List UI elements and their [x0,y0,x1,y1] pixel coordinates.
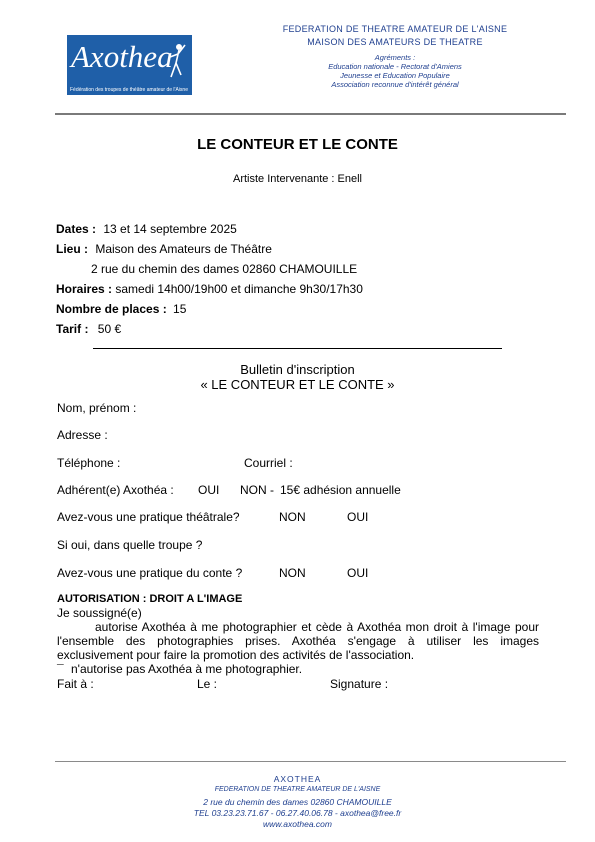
le-label: Le : [197,677,218,691]
lieu-value: Maison des Amateurs de Théâtre [95,242,272,256]
theatre-non: NON [279,510,306,524]
horaires-label: Horaires : [56,282,113,296]
header-rule [55,113,566,115]
telephone-field-label: Téléphone : [57,456,121,470]
dates-label: Dates : [56,222,97,236]
separator-line [93,348,502,349]
horaires-value: samedi 14h00/19h00 et dimanche 9h30/17h30 [115,282,363,296]
question-conte: Avez-vous une pratique du conte ? [57,566,243,580]
horaires-row [56,282,363,296]
agrement-1: Education nationale - Rectorat d'Amiens [328,62,462,71]
tarif-value: 50 € [97,322,122,336]
agrement-2: Jeunesse et Education Populaire [340,71,450,80]
dates-value: 13 et 14 septembre 2025 [103,222,237,236]
footer-address: 2 rue du chemin des dames 02860 CHAMOUILLE [203,797,392,807]
axothea-logo [67,35,192,95]
conte-oui: OUI [347,566,369,580]
lieu-row [56,242,272,256]
adherent-label: Adhérent(e) Axothéa : [57,483,174,497]
tarif-label: Tarif : [56,322,89,336]
footer-name: AXOTHEA [273,774,322,784]
logo-tagline: Fédération des troupes de théâtre amateur de l'Aisne [70,87,188,93]
footer-rule [55,761,566,762]
agrement-3: Association reconnue d'intérêt général [331,80,459,89]
refuse-row [57,662,302,676]
footer-line1: FEDERATION DE THEATRE AMATEUR DE L'AISNE [214,786,381,793]
refuse-mark: ¯ [57,662,64,676]
conte-non: NON [279,566,306,580]
autorisation-line1: Je soussigné(e) [57,606,142,620]
adresse-field-label: Adresse : [57,428,108,442]
page-title: LE CONTEUR ET LE CONTE [197,136,398,153]
places-value: 15 [173,302,187,316]
logo-text: Axothea [71,39,173,74]
places-row [56,302,186,316]
autorisation-paragraph: autorise Axothéa à me photographier et cède à Axothéa mon droit à l'image pour l'ensemble des photographies prises. Axothéa s'engage à utiliser les images exclusivement pour faire la promotion des activités de l'association. [57,620,539,662]
bulletin-title: Bulletin d'inscription [240,362,355,377]
footer-website[interactable]: www.axothea.com [263,819,332,829]
places-label: Nombre de places : [56,302,167,316]
lieu-address: 2 rue du chemin des dames 02860 CHAMOUILLE [91,262,358,276]
dates-row [56,222,237,236]
courriel-field-label: Courriel : [244,456,293,470]
adherent-oui: OUI [198,483,220,497]
theatre-oui: OUI [347,510,369,524]
agrements-title: Agréments : [374,53,416,62]
adherent-note: 15€ adhésion annuelle [280,483,401,497]
org-line-2: MAISON DES AMATEURS DE THEATRE [307,37,483,47]
footer-contact: TEL 03.23.23.71.67 - 06.27.40.06.78 - axothea@free.fr [193,808,402,818]
lieu-label: Lieu : [56,242,88,256]
dancer-icon [167,41,187,81]
question-troupe: Si oui, dans quelle troupe ? [57,538,203,552]
fait-label: Fait à : [57,677,94,691]
question-theatre: Avez-vous une pratique théâtrale? [57,510,240,524]
signature-label: Signature : [330,677,389,691]
artist-line: Artiste Intervenante : Enell [232,173,362,185]
tarif-row [56,322,121,336]
bulletin-subtitle: « LE CONTEUR ET LE CONTE » [200,377,395,392]
adherent-non: NON - [240,483,274,497]
refuse-text: n'autorise pas Axothéa à me photographier. [70,662,303,676]
autorisation-title: AUTORISATION : DROIT A L'IMAGE [57,593,243,605]
org-line-1: FEDERATION DE THEATRE AMATEUR DE L'AISNE [282,24,508,34]
nom-field-label: Nom, prénom : [57,401,137,415]
